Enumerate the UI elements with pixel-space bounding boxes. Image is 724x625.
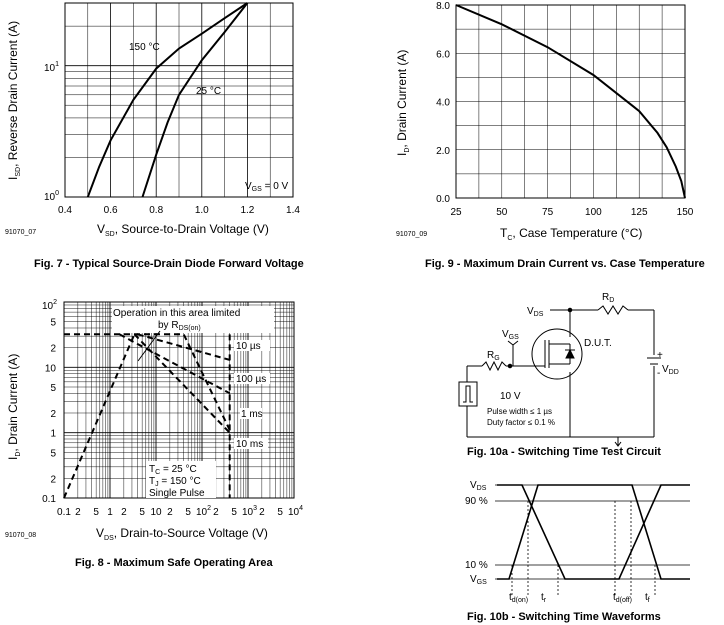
vgs-probe-arrow (508, 341, 518, 345)
circuit-label-dut: D.U.T. (584, 338, 612, 349)
mosfet-body (532, 329, 582, 379)
fig8-x-tick: 2 (75, 507, 81, 518)
fig8-y-tick: 2 (50, 474, 56, 486)
fig8-code: 91070_08 (5, 532, 37, 539)
fig8-condition-pulse: Single Pulse (149, 488, 205, 499)
fig9-x-label: $T_C$, Case Temperature (°C) (500, 226, 643, 242)
fig9-x-ticks (450, 207, 693, 218)
circuit-label-vgs: $V_{GS}$ (502, 329, 519, 341)
fig8-x-tick: 5 (277, 507, 283, 518)
fig9-y-ticks (436, 1, 450, 205)
fig8-x-ticks (57, 505, 303, 518)
fig7-curves (88, 3, 248, 197)
fig8-area-note-line1: Operation in this area limited (113, 308, 241, 319)
circuit-label-vds: $V_{DS}$ (527, 306, 544, 318)
fig8-y-ticks (42, 318, 56, 505)
fig9-x-tick: 50 (496, 207, 508, 218)
fig8-x-tick: 2 (167, 507, 173, 518)
fig8-x-tick: 5 (231, 507, 237, 518)
fig8-x-tick: 10 (150, 507, 162, 518)
fig8-x-tick: 5 (93, 507, 99, 518)
fig8-x-tick-pow: $10^3$ (242, 505, 258, 518)
fig9-y-tick: 8.0 (436, 1, 450, 12)
fig8-chart (5, 299, 303, 569)
fig8-pulse-label-10us: 10 µs (236, 341, 261, 352)
fig8-y-tick: 5 (50, 448, 56, 460)
fig8-y-label: $I_D$, Drain Current (A) (6, 353, 22, 460)
fig7-x-label: $V_{SD}$, Source-to-Drain Voltage (V) (97, 222, 269, 238)
circuit-label-rg: $R_G$ (487, 350, 500, 362)
fig10b-caption: Fig. 10b - Switching Time Waveforms (467, 611, 661, 623)
fig9-y-tick: 2.0 (436, 145, 450, 157)
fig8-area-note-line2: by $R_{DS(on)}$ (158, 320, 201, 332)
fig8-pulse-label-10ms: 10 ms (236, 439, 264, 450)
wave-label-vgs: $V_{GS}$ (470, 574, 487, 586)
fig8-y-tick: 0.1 (42, 494, 56, 505)
wave-label-tdon: $t_{d(on)}$ (509, 592, 529, 604)
circuit-label-pulse-width: Pulse width ≤ 1 µs (487, 407, 553, 416)
fig8-x-tick-pow: $10^4$ (288, 505, 304, 518)
drain-node (568, 308, 572, 312)
fig9-x-tick: 125 (630, 207, 648, 218)
fig9-grid (456, 5, 685, 198)
fig7-curve-label-150c: 150 °C (129, 42, 160, 53)
fig8-series-3 (119, 334, 229, 393)
fig7-x-tick: 1.4 (286, 205, 300, 216)
resistor-rg (482, 362, 506, 370)
fig10a-caption: Fig. 10a - Switching Time Test Circuit (467, 446, 661, 458)
fig7-series-1 (143, 3, 248, 197)
fig9-y-tick: 0.0 (436, 194, 450, 205)
fig9-chart (395, 1, 705, 270)
mosfet-diode-triangle (566, 350, 574, 358)
wave-label-tr: $t_r$ (541, 592, 547, 604)
fig7-y-tick-0: $10^0$ (44, 190, 60, 203)
fig7-x-tick: 1.0 (194, 205, 209, 216)
fig7-chart (5, 3, 304, 270)
fig7-y-ticks (44, 61, 59, 203)
fig7-y-tick-1: $10^1$ (44, 61, 60, 74)
fig7-x-tick: 0.4 (58, 205, 72, 216)
fig8-x-tick: 2 (259, 507, 265, 518)
fig8-y-tick: 2 (50, 343, 56, 355)
fig8-x-tick: 5 (185, 507, 191, 518)
wave-label-90: 90 % (465, 496, 488, 507)
fig8-caption: Fig. 8 - Maximum Safe Operating Area (75, 557, 273, 569)
fig8-y-tick: 5 (50, 383, 56, 395)
circuit-label-10v: 10 V (500, 391, 521, 402)
circuit-label-duty-factor: Duty factor ≤ 0.1 % (487, 418, 555, 427)
resistor-rd (598, 306, 628, 314)
fig9-caption: Fig. 9 - Maximum Drain Current vs. Case Temperature (425, 258, 705, 270)
fig7-code: 91070_07 (5, 229, 37, 236)
circuit-label-rd: $R_D$ (602, 292, 615, 304)
fig7-x-tick: 1.2 (240, 205, 255, 216)
fig8-y-tick: 2 (50, 408, 56, 420)
fig9-x-tick: 150 (676, 207, 694, 218)
fig7-y-label: $I_{SD}$, Reverse Drain Current (A) (6, 20, 22, 180)
fig8-x-tick: 2 (121, 507, 127, 518)
wave-label-tdoff: $t_{d(off)}$ (613, 592, 632, 604)
fig8-y-tick: 5 (50, 317, 56, 329)
fig7-caption: Fig. 7 - Typical Source-Drain Diode Forward Voltage (34, 258, 304, 270)
fig8-y-tick: 10 (44, 363, 56, 375)
fig10a-labels (467, 292, 679, 458)
fig7-x-tick: 0.6 (103, 205, 118, 216)
fig8-x-label: $V_{DS}$, Drain-to-Source Voltage (V) (96, 526, 268, 542)
fig8-pulse-label-100us: 100 µs (236, 374, 267, 385)
gate-node (508, 364, 512, 368)
fig9-x-tick: 100 (585, 207, 602, 218)
fig8-x-tick: 5 (139, 507, 145, 518)
fig8-condition-tj: $T_J = 150$ °C (149, 476, 201, 488)
fig7-curve-label-25c: 25 °C (196, 86, 222, 97)
fig8-y-tick-top: $10^2$ (42, 299, 58, 312)
fig10b-waveforms (495, 485, 690, 595)
fig8-y-tick: 1 (50, 428, 56, 440)
pulse-icon (463, 386, 473, 402)
wave-label-10: 10 % (465, 560, 488, 571)
fig8-x-tick: 0.1 (57, 507, 71, 518)
fig8-x-tick: 1 (107, 507, 113, 518)
fig8-x-tick: 2 (213, 507, 219, 518)
circuit-label-minus: - (657, 368, 661, 379)
fig7-x-tick: 0.8 (149, 205, 164, 216)
fig9-y-label: $I_D$, Drain Current (A) (395, 49, 411, 156)
fig9-x-tick: 75 (542, 207, 554, 218)
fig7-condition: $V_{GS} = 0$ V (245, 181, 289, 193)
fig8-pulse-label-1ms: 1 ms (241, 409, 263, 420)
circuit-label-vdd: $V_{DD}$ (662, 364, 679, 376)
fig9-x-tick: 25 (450, 207, 462, 218)
fig8-condition-tc: $T_C = 25$ °C (149, 464, 197, 476)
wave-label-vds: $V_{DS}$ (470, 480, 487, 492)
wave-label-tf: $t_f$ (645, 592, 650, 604)
fig8-x-tick-pow: $10^2$ (196, 505, 212, 518)
fig9-y-tick: 6.0 (436, 49, 450, 61)
fig9-code: 91070_09 (396, 231, 428, 238)
fig9-y-tick: 4.0 (436, 97, 450, 109)
fig7-x-ticks (58, 205, 300, 216)
circuit-label-plus: + (657, 350, 663, 361)
